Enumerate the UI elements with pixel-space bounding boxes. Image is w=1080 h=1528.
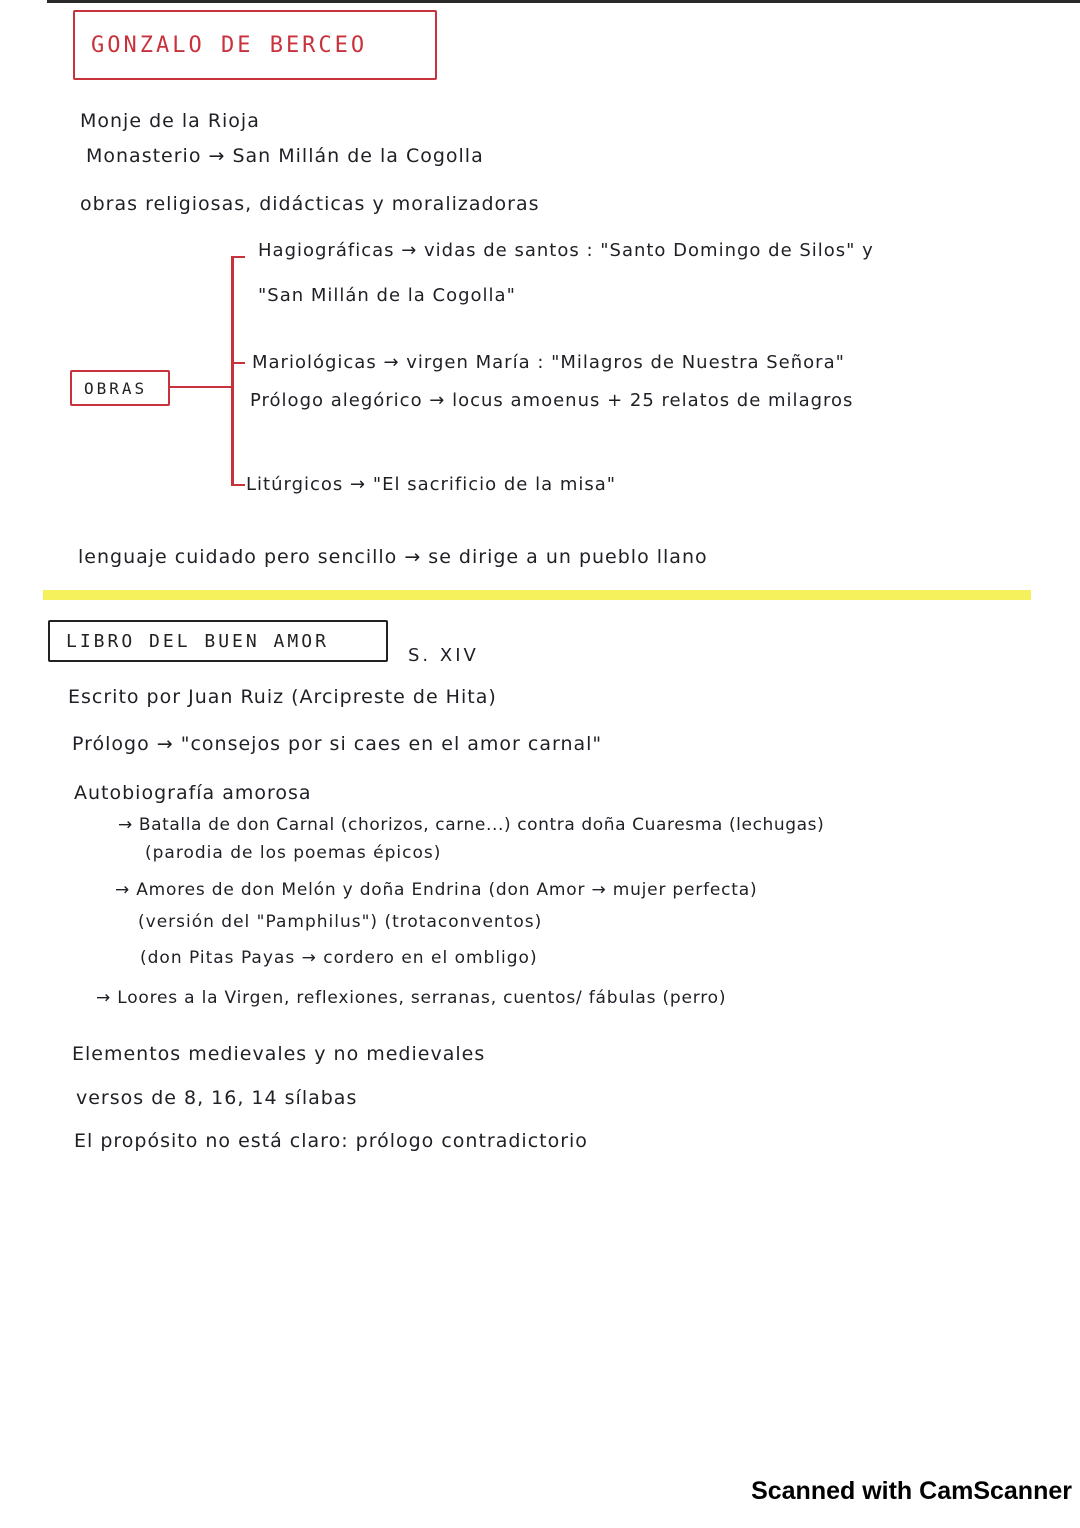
lba-title-box [48,620,388,662]
berceo-title: GONZALO DE BERCEO [91,32,368,58]
lba-pitas-payas: (don Pitas Payas → cordero en el ombligo) [140,948,538,968]
lba-versos: versos de 8, 16, 14 sílabas [76,1087,358,1109]
lba-batalla: → Batalla de don Carnal (chorizos, carne...) contra doña Cuaresma (lechugas) [118,815,825,835]
obras-mariologicas: Mariológicas → virgen María : "Milagros de Nuestra Señora" [252,352,845,373]
lba-title: LIBRO DEL BUEN AMOR [66,630,329,652]
berceo-line-obras: obras religiosas, didácticas y moralizadoras [80,193,540,215]
obras-label-box [70,370,170,406]
obras-bracket-link [170,386,232,388]
obras-hagiograficas-cont: "San Millán de la Cogolla" [258,285,516,306]
obras-bracket-mid [231,362,245,364]
lba-amores: → Amores de don Melón y doña Endrina (don Amor → mujer perfecta) [115,880,758,900]
obras-prologo-alegorico: Prólogo alegórico → locus amoenus + 25 relatos de milagros [250,390,854,411]
lba-prologo: Prólogo → "consejos por si caes en el amor carnal" [72,733,603,755]
lba-loores: → Loores a la Virgen, reflexiones, serranas, cuentos/ fábulas (perro) [96,988,727,1008]
berceo-title-box [73,10,437,80]
lba-batalla-parodia: (parodia de los poemas épicos) [145,843,442,863]
obras-liturgicos: Litúrgicos → "El sacrificio de la misa" [246,474,617,495]
obras-label: OBRAS [84,378,148,398]
berceo-line-monje: Monje de la Rioja [80,110,260,132]
lba-proposito: El propósito no está claro: prólogo contradictorio [74,1130,588,1152]
lba-century: S. XIV [408,645,479,666]
obras-bracket-top [231,256,245,258]
obras-hagiograficas: Hagiográficas → vidas de santos : "Santo Domingo de Silos" y [258,240,874,261]
lba-autobiografia: Autobiografía amorosa [74,782,312,804]
obras-bracket-bottom [231,484,245,486]
obras-bracket [231,256,234,486]
lba-amores-version: (versión del "Pamphilus") (trotaconventos) [138,912,543,932]
camscanner-watermark: Scanned with CamScanner [751,1477,1072,1505]
lba-autor: Escrito por Juan Ruiz (Arcipreste de Hita) [68,686,497,708]
top-edge-line [47,0,1080,3]
lba-elementos: Elementos medievales y no medievales [72,1043,486,1065]
berceo-lenguaje: lenguaje cuidado pero sencillo → se dirige a un pueblo llano [78,546,708,568]
section-divider-highlight [43,590,1031,600]
berceo-line-monasterio: Monasterio → San Millán de la Cogolla [86,145,484,167]
